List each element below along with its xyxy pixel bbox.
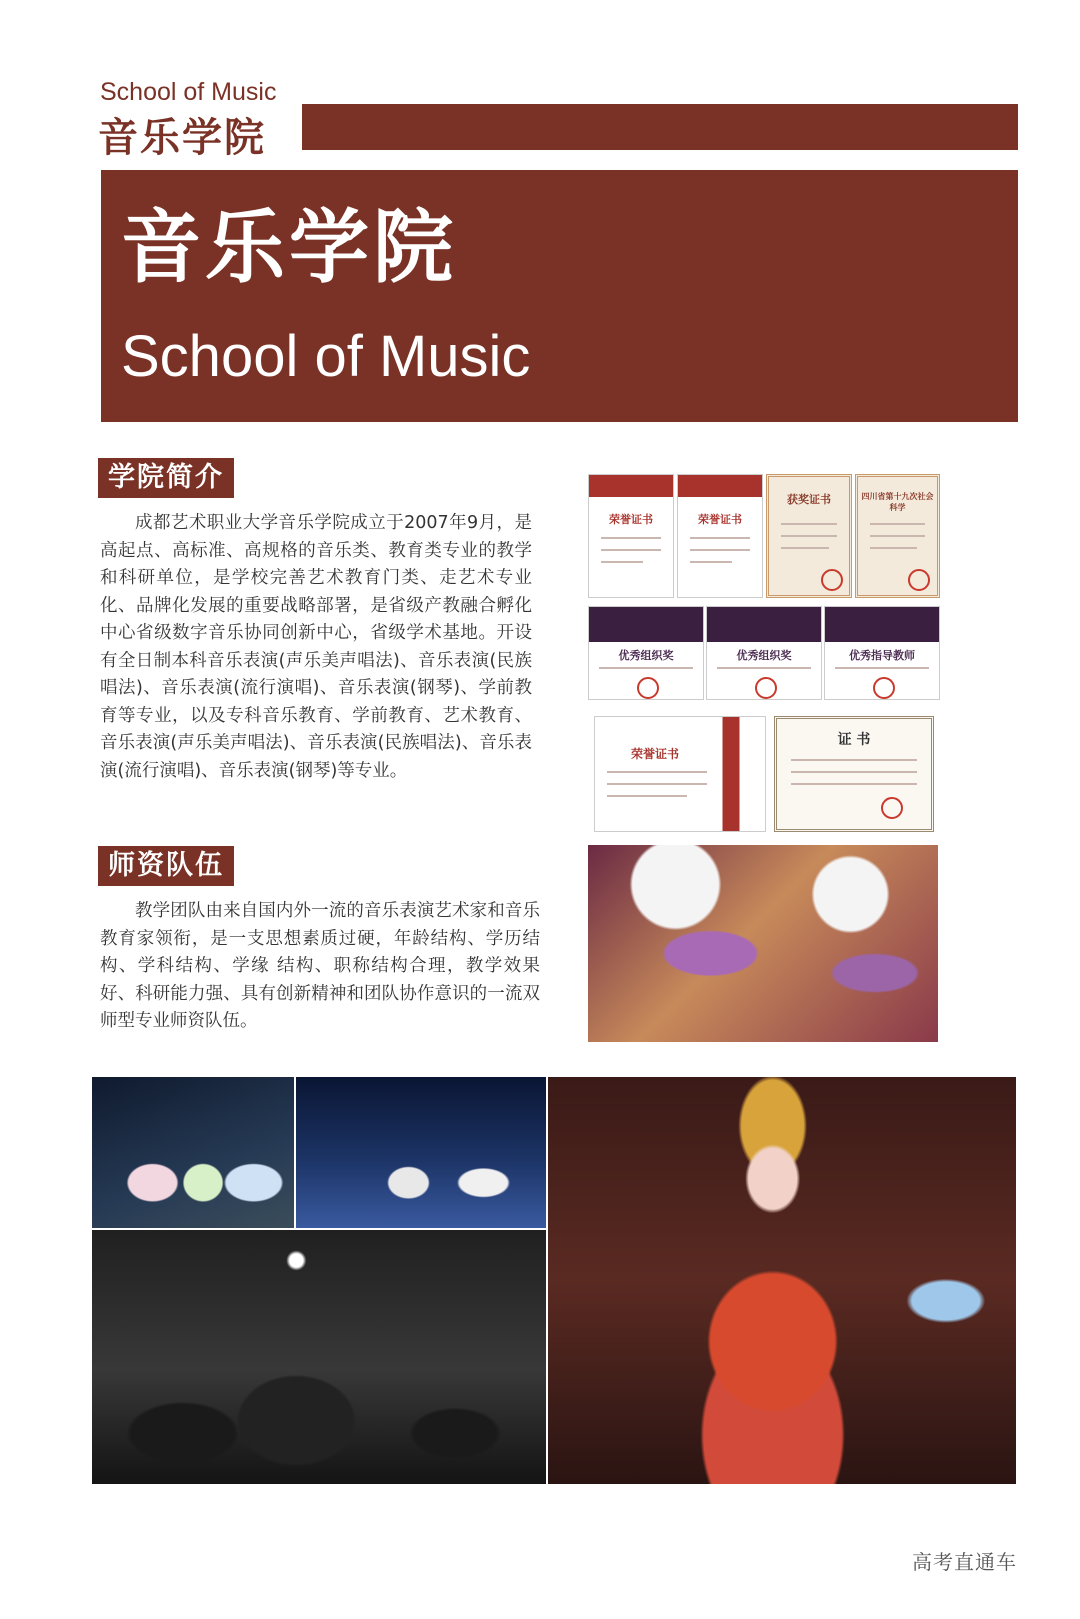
certificate-image <box>677 474 763 598</box>
certificate-collage <box>588 474 940 836</box>
stage-dance-photo <box>296 1077 546 1228</box>
certificate-image <box>588 606 704 700</box>
certificate-image <box>594 716 766 832</box>
certificate-title: 证 书 <box>837 732 871 748</box>
section-heading-intro: 学院简介 <box>98 458 234 498</box>
title-banner <box>101 170 1018 422</box>
certificate-title: 荣誉证书 <box>630 747 679 761</box>
watermark: 高考直通车 <box>912 1550 1017 1574</box>
section-heading-faculty: 师资队伍 <box>98 846 234 886</box>
certificate-title: 荣誉证书 <box>609 513 653 526</box>
certificate-title: 优秀组织奖 <box>618 649 674 662</box>
header-english-title: School of Music <box>100 78 277 106</box>
certificate-image <box>855 474 940 598</box>
certificate-title: 获奖证书 <box>787 493 831 506</box>
section-body-intro: 成都艺术职业大学音乐学院成立于2007年9月，是高起点、高标准、高规格的音乐类、教育类专业的教学和科研单位，是学校完善艺术教育门类、走艺术专业化、品牌化发展的重要战略部署，是省级产教融合孵化中心省级数字音乐协同创新中心，省级学术基地。开设有全日制本科音乐表演(声乐美声唱法)、音乐表演(民族唱法)、音乐表演(流行演唱)、音乐表演(钢琴)、学前教育等专业，以及专科音乐教育、学前教育、艺术教育、音乐表演(声乐美声唱法)、音乐表演(民族唱法)、音乐表演(流行演唱)、音乐表演(钢琴)等专业。 <box>100 513 532 781</box>
certificate-title: 优秀指导教师 <box>849 649 915 662</box>
dance-performance-photo <box>92 1077 294 1228</box>
certificate-image <box>766 474 852 598</box>
certificate-image <box>706 606 822 700</box>
certificate-image <box>774 716 934 832</box>
certificate-image <box>824 606 940 700</box>
certificate-image <box>588 474 674 598</box>
band-performance-photo <box>92 1230 546 1484</box>
banner-english-title: School of Music <box>121 324 531 389</box>
opera-performance-photo <box>588 845 938 1042</box>
certificate-title: 四川省第十九次社会科学 <box>861 492 934 512</box>
certificate-title: 优秀组织奖 <box>736 649 792 662</box>
chinese-opera-photo <box>548 1077 1016 1484</box>
header-chinese-title: 音乐学院 <box>98 115 266 161</box>
section-body-faculty: 教学团队由来自国内外一流的音乐表演艺术家和音乐教育家领衔，是一支思想素质过硬，年龄结构、学历结构、学科结构、学缘 结构、职称结构合理，教学效果好、科研能力强、具有创新精神和团队协作意识的一流双师型专业师资队伍。 <box>100 901 540 1031</box>
header-accent-bar <box>302 104 1018 150</box>
banner-chinese-title: 音乐学院 <box>121 201 457 294</box>
certificate-title: 荣誉证书 <box>698 513 742 526</box>
